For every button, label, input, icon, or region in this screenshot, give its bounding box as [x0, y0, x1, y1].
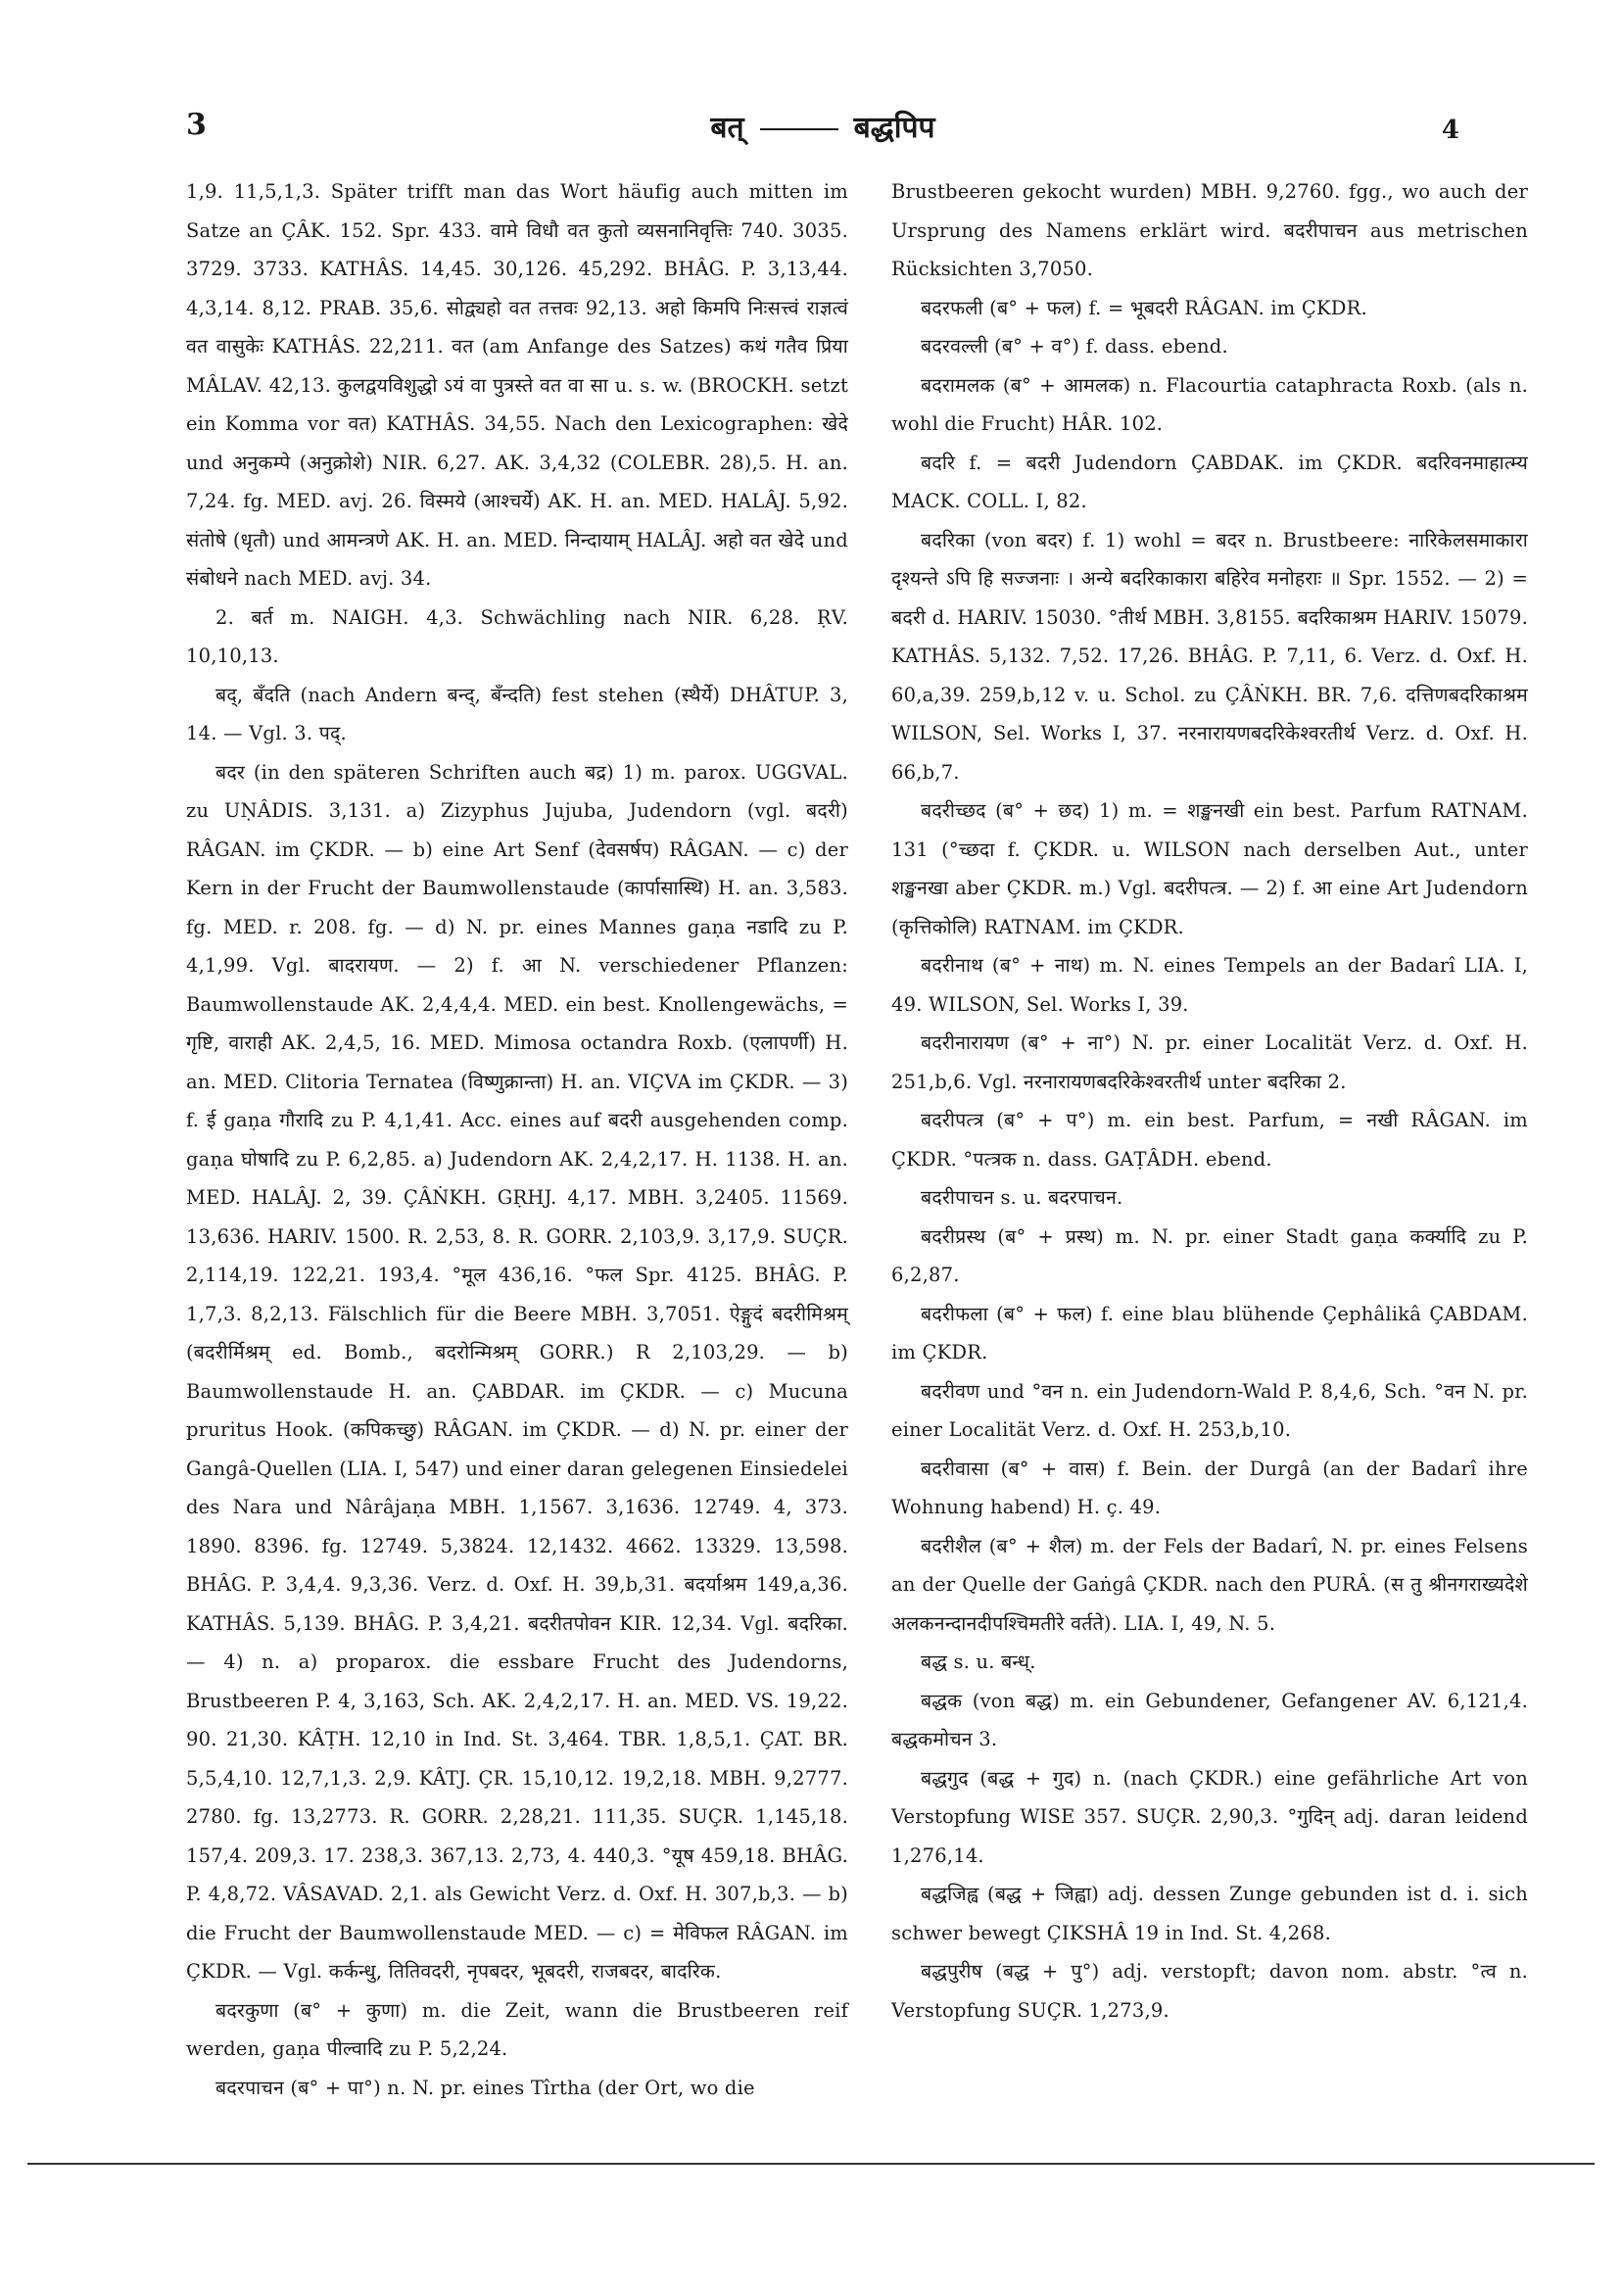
right-entry-continuation: Brustbeeren gekocht wurden) MBH. 9,2760. fgg., wo auch der Ursprung des Namens erklärt wird. बदरीपाचन aus metrischen Rücksichten 3,7050.: [891, 180, 1528, 280]
page-header: [186, 98, 1459, 147]
running-head: [186, 106, 1459, 146]
left-entry: बदरपाचन (ब° + पा°) n. N. pr. eines Tîrtha (der Ort, wo die: [215, 2076, 755, 2099]
right-entry: बद्धगुद (बद्ध + गुद) n. (nach ÇKDR.) eine gefährliche Art von Verstopfung WISE 357. SUÇR. 2,90,3. °गुदिन् adj. daran leidend 1,276,14.: [891, 1766, 1528, 1867]
right-entry: बदरीवण und °वन n. ein Judendorn-Wald P. 8,4,6, Sch. °वन N. pr. einer Localität Verz. d. Oxf. H. 253,b,10.: [891, 1379, 1528, 1441]
right-entry: बद्ध s. u. बन्ध्.: [921, 1650, 1036, 1673]
left-entry: बदर (in den späteren Schriften auch बद्र) 1) m. parox. UGGVAL. zu UṆÂDIS. 3,131. a) Zizyphus Jujuba, Judendorn (vgl. बदरी) RÂGAN. im ÇKDR. — b) eine Art Senf (देवसर्षप) RÂGAN. — c) der Kern in der Frucht der Baumwollenstaude (कार्पासास्थि) H. an. 3,583. fg. MED. r. 208. fg. — d) N. pr. eines Mannes gaṇa नडादि zu P. 4,1,99. Vgl. बादरायण. — 2) f. आ N. verschiedener Pflanzen: Baumwollenstaude AK. 2,4,4,4. MED. ein best. Knollengewächs, = गृष्टि, वाराही AK. 2,4,5, 16. MED. Mimosa octandra Roxb. (एलापर्णी) H. an. MED. Clitoria Ternatea (विष्णुक्रान्ता) H. an. VIÇVA im ÇKDR. — 3) f. ई gaṇa गौरादि zu P. 4,1,41. Acc. eines auf बदरी ausgehenden comp. gaṇa घोषादि zu P. 6,2,85. a) Judendorn AK. 2,4,2,17. H. 1138. H. an. MED. HALÂJ. 2, 39. ÇÂṄKH. GṚHJ. 4,17. MBH. 3,2405. 11569. 13,636. HARIV. 1500. R. 2,53, 8. R. GORR. 2,103,9. 3,17,9. SUÇR. 2,114,19. 122,21. 193,4. °मूल 436,16. °फल Spr. 4125. BHÂG. P. 1,7,3. 8,2,13. Fälschlich für die Beere MBH. 3,7051. ऐङ्गुदं बदरीमिश्रम् (बदरीर्मिश्रम् ed. Bomb., बदरोन्मिश्रम् GORR.) R 2,103,29. — b) Baumwollenstaude H. an. ÇABDAR. im ÇKDR. — c) Mucuna pruritus Hook. (कपिकच्छु) RÂGAN. im ÇKDR. — d) N. pr. einer der Gangâ-Quellen (LIA. I, 547) und einer daran gelegenen Einsiedelei des Nara und Nârâjaṇa MBH. 1,1567. 3,1636. 12749. 4, 373. 1890. 8396. fg. 12749. 5,3824. 12,1432. 4662. 13329. 13,598. BHÂG. P. 3,4,4. 9,3,36. Verz. d. Oxf. H. 39,b,31. बदर्याश्रम 149,a,36. KATHÂS. 5,139. BHÂG. P. 3,4,21. बदरीतपोवन KIR. 12,34. Vgl. बदरिका. — 4) n. a) proparox. die essbare Frucht des Judendorns, Brustbeeren P. 4, 3,163, Sch. AK. 2,4,2,17. H. an. MED. VS. 19,22. 90. 21,30. KÂṬH. 12,10 in Ind. St. 3,464. TBR. 1,8,5,1. ÇAT. BR. 5,5,4,10. 12,7,1,3. 2,9. KÂTJ. ÇR. 15,10,12. 19,2,18. MBH. 9,2777. 2780. fg. 13,2773. R. GORR. 2,28,21. 111,35. SUÇR. 1,145,18. 157,4. 209,3. 17. 238,3. 367,13. 2,73, 4. 440,3. °यूष 459,18. BHÂG. P. 4,8,72. VÂSAVAD. 2,1. als Gewicht Verz. d. Oxf. H. 307,b,3. — b) die Frucht der Baumwollenstaude MED. — c) = मेविफल RÂGAN. im ÇKDR. — Vgl. कर्कन्धु, तितिवदरी, नृपबदर, भूबदरी, राजबदर, बादरिक.: [186, 760, 848, 1983]
head-word-last: बद्धपिप: [853, 111, 935, 145]
right-entry: बद्धजिह्व (बद्ध + जिह्वा) adj. dessen Zunge gebunden ist d. i. sich schwer bewegt ÇIKSHÂ 19 in Ind. St. 4,268.: [891, 1883, 1528, 1944]
right-entry: बदरीफला (ब° + फल) f. eine blau blühende Çephâlikâ ÇABDAM. im ÇKDR.: [891, 1302, 1528, 1363]
page-number-left: 3: [186, 108, 207, 142]
right-entry: बदरीनाथ (ब° + नाथ) m. N. eines Tempels an der Badarî LIA. I, 49. WILSON, Sel. Works I, 39.: [891, 954, 1528, 1016]
right-entry: बदरिका (von बदर) f. 1) wohl = बदर n. Brustbeere: नारिकेलसमाकारा दृश्यन्ते ऽपि हि सज्जनाः । अन्ये बदरिकाकारा बहिरेव मनोहराः ॥ Spr. 1552. — 2) = बदरी d. HARIV. 15030. °तीर्थ MBH. 3,8155. बदरिकाश्रम HARIV. 15079. KATHÂS. 5,132. 7,52. 17,26. BHÂG. P. 7,11, 6. Verz. d. Oxf. H. 60,a,39. 259,b,12 v. u. Schol. zu ÇÂṄKH. BR. 7,6. दत्तिणबदरिकाश्रम WILSON, Sel. Works I, 37. नरनारायणबदरिकेश्वरतीर्थ Verz. d. Oxf. H. 66,b,7.: [891, 528, 1528, 784]
left-entry: बदरकुणा (ब° + कुणा) m. die Zeit, wann die Brustbeeren reif werden, gaṇa पील्वादि zu P. 5,2,24.: [186, 1998, 848, 2060]
head-dash: [760, 128, 838, 130]
right-entry: बद्धक (von बद्ध) m. ein Gebundener, Gefangener AV. 6,121,4. बद्धकमोचन 3.: [891, 1689, 1528, 1750]
bottom-rule: [27, 2163, 1595, 2165]
right-entry: बदरीपत्त्र (ब° + प°) m. ein best. Parfum, = नखी RÂGAN. im ÇKDR. °पत्त्रक n. dass. GAṬÂDH. ebend.: [891, 1109, 1528, 1171]
right-column: [891, 172, 1528, 2030]
right-entry: बदरामलक (ब° + आमलक) n. Flacourtia cataphracta Roxb. (als n. wohl die Frucht) HÂR. 102.: [891, 373, 1528, 435]
page-number-right: 4: [1441, 116, 1459, 145]
right-entry: बदरफली (ब° + फल) f. = भूबदरी RÂGAN. im ÇKDR.: [921, 296, 1367, 319]
right-entry: बदरीपाचन s. u. बदरपाचन.: [921, 1186, 1123, 1209]
right-entry: बद्धपुरीष (बद्ध + पु°) adj. verstopft; davon nom. abstr. °त्व n. Verstopfung SUÇR. 1,273,9.: [891, 1960, 1528, 2022]
right-entry: बदरवल्ली (ब° + व°) f. dass. ebend.: [921, 335, 1228, 358]
head-word-first: बत्: [710, 111, 744, 145]
right-entry: बदरीप्रस्थ (ब° + प्रस्थ) m. N. pr. einer Stadt gaṇa कर्क्यादि zu P. 6,2,87.: [891, 1224, 1528, 1286]
right-entry: बदरीनारायण (ब° + ना°) N. pr. einer Localität Verz. d. Oxf. H. 251,b,6. Vgl. नरनारायणबदरिकेश्वरतीर्थ unter बदरिका 2.: [891, 1031, 1528, 1093]
right-entry: बदरीच्छद (ब° + छद) 1) m. = शङ्खनखी ein best. Parfum RATNAM. 131 (°च्छदा f. ÇKDR. u. WILSON nach derselben Aut., unter शङ्खनखा aber ÇKDR. m.) Vgl. बदरीपत्त्र. — 2) f. आ eine Art Judendorn (कृत्तिकोलि) RATNAM. im ÇKDR.: [891, 799, 1528, 938]
right-entry: बदरि f. = बदरी Judendorn ÇABDAK. im ÇKDR. बदरिवनमाहात्म्य MACK. COLL. I, 82.: [891, 451, 1528, 512]
left-entry: 2. बर्त m. NAIGH. 4,3. Schwächling nach NIR. 6,28. ṚV. 10,10,13.: [186, 605, 848, 667]
right-entry: बदरीवासा (ब° + वास) f. Bein. der Durgâ (an der Badarî ihre Wohnung habend) H. ç. 49.: [891, 1457, 1528, 1518]
left-entry: बद्, बँदति (nach Andern बन्द्, बँन्दति) fest stehen (स्थैर्ये) DHÂTUP. 3, 14. — Vgl. 3. पद्.: [186, 683, 848, 744]
left-entry-continuation: 1,9. 11,5,1,3. Später trifft man das Wort häufig auch mitten im Satze an ÇÂK. 152. Spr. 433. वामे विधौ वत कुतो व्यसनानिवृत्तिः 740. 3035. 3729. 3733. KATHÂS. 14,45. 30,126. 45,292. BHÂG. P. 3,13,44. 4,3,14. 8,12. PRAB. 35,6. सोद्व्यहो वत तत्तवः 92,13. अहो किमपि निःसत्त्वं राज्ञत्वं वत वासुकेः KATHÂS. 22,211. वत (am Anfange des Satzes) कथं गतैव प्रिया MÂLAV. 42,13. कुलद्वयविशुद्धो ऽयं वा पुत्रस्ते वत वा सा u. s. w. (BROCKH. setzt ein Komma vor वत) KATHÂS. 34,55. Nach den Lexicographen: खेदे und अनुकम्पे (अनुक्रोशे) NIR. 6,27. AK. 3,4,32 (COLEBR. 28),5. H. an. 7,24. fg. MED. avj. 26. विस्मये (आश्चर्ये) AK. H. an. MED. HALÂJ. 5,92. संतोषे (धृतौ) und आमन्त्रणे AK. H. an. MED. निन्दायाम् HALÂJ. अहो वत खेदे und संबोधने nach MED. avj. 34.: [186, 180, 848, 590]
right-entry: बदरीशैल (ब° + शैल) m. der Fels der Badarî, N. pr. eines Felsens an der Quelle der Gaṅgâ ÇKDR. nach den PURÂ. (स तु श्रीनगराख्यदेशे अलकनन्दानदीपश्चिमतीरे वर्तते). LIA. I, 49, N. 5.: [891, 1534, 1528, 1635]
left-column: [186, 172, 848, 2107]
